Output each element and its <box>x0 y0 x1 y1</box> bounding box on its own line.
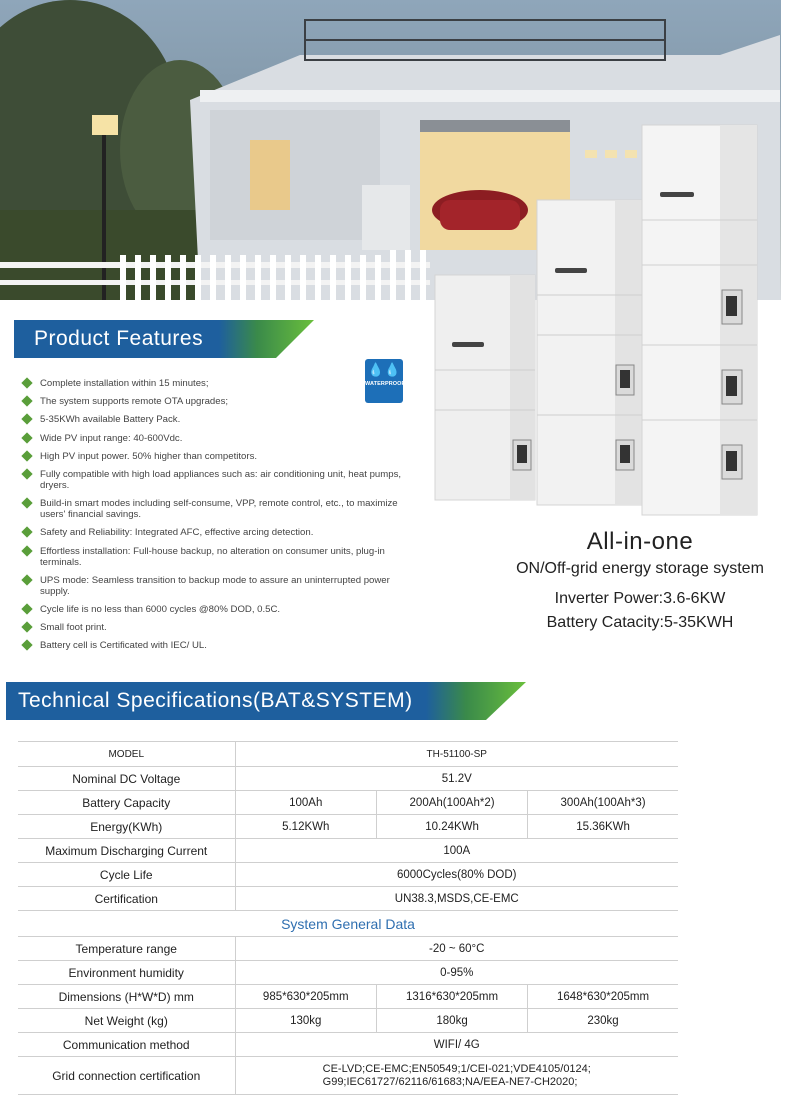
list-item: The system supports remote OTA upgrades; <box>22 396 422 407</box>
diamond-bullet-icon <box>21 640 32 651</box>
table-row: Grid connection certification CE-LVD;CE-EMC;EN50549;1/CEI-021;VDE4105/0124; G99;IEC61727/62116/61683;NA/EEA-NE7-CH2020; <box>18 1057 678 1095</box>
product-features-banner <box>14 320 304 358</box>
tech-specs-banner <box>6 682 526 720</box>
list-item: UPS mode: Seamless transition to backup mode to assure an uninterrupted power supply. <box>22 575 422 597</box>
feature-list <box>22 378 422 658</box>
list-item: Build-in smart modes including self-consume, VPP, remote control, etc., to maximize users' financial savings. <box>22 498 422 520</box>
inverter-power: Inverter Power:3.6-6KW <box>554 590 726 607</box>
table-row: Battery Capacity 100Ah 200Ah(100Ah*2) 300Ah(100Ah*3) <box>18 791 678 815</box>
table-row: Certification UN38.3,MSDS,CE-EMC <box>18 887 678 911</box>
list-item: Battery cell is Certificated with IEC/ UL. <box>22 640 422 651</box>
spec-table <box>18 741 678 1095</box>
battery-capacity: Battery Catacity:5-35KWH <box>546 614 734 631</box>
list-item: 5-35KWh available Battery Pack. <box>22 414 422 425</box>
diamond-bullet-icon <box>21 377 32 388</box>
list-item: Fully compatible with high load appliances such as: air conditioning unit, heat pumps, dryers. <box>22 469 422 491</box>
diamond-bullet-icon <box>21 396 32 407</box>
waterproof-badge: 💧💧 WATERPROOF <box>365 359 403 403</box>
list-item: Cycle life is no less than 6000 cycles @80% DOD, 0.5C. <box>22 604 422 615</box>
product-image <box>430 120 760 520</box>
water-drops-icon: 💧💧 <box>367 362 401 377</box>
table-row: MODEL TH-51100-SP <box>18 742 678 767</box>
grid-cert-value: CE-LVD;CE-EMC;EN50549;1/CEI-021;VDE4105/0124; G99;IEC61727/62116/61683;NA/EEA-NE7-CH2020; <box>322 1062 591 1088</box>
diamond-bullet-icon <box>21 603 32 614</box>
list-item: Complete installation within 15 minutes; <box>22 378 422 389</box>
table-row: Energy(KWh) 5.12KWh 10.24KWh 15.36KWh <box>18 815 678 839</box>
diamond-bullet-icon <box>21 621 32 632</box>
table-row: Communication method WIFI/ 4G <box>18 1033 678 1057</box>
diamond-bullet-icon <box>21 432 32 443</box>
diamond-bullet-icon <box>21 450 32 461</box>
table-row: Net Weight (kg) 130kg 180kg 230kg <box>18 1009 678 1033</box>
list-item: Wide PV input range: 40-600Vdc. <box>22 433 422 444</box>
diamond-bullet-icon <box>21 468 32 479</box>
list-item: Safety and Reliability: Integrated AFC, effective arcing detection. <box>22 527 422 538</box>
diamond-bullet-icon <box>21 497 32 508</box>
list-item: High PV input power. 50% higher than competitors. <box>22 451 422 462</box>
table-row: Cycle Life 6000Cycles(80% DOD) <box>18 863 678 887</box>
section-title: Technical Specifications(BAT&SYSTEM) <box>18 689 413 712</box>
list-item: Effortless installation: Full-house backup, no alteration on consumer units, plug-in terminals. <box>22 546 422 568</box>
table-section-header: System General Data <box>18 911 678 937</box>
product-title: All-in-one <box>586 528 694 555</box>
table-row: Dimensions (H*W*D) mm 985*630*205mm 1316*630*205mm 1648*630*205mm <box>18 985 678 1009</box>
section-title: Product Features <box>34 327 204 350</box>
diamond-bullet-icon <box>21 545 32 556</box>
table-row: Temperature range -20 ~ 60°C <box>18 937 678 961</box>
diamond-bullet-icon <box>21 527 32 538</box>
table-row: Environment humidity 0-95% <box>18 961 678 985</box>
product-subtitle: ON/Off-grid energy storage system <box>516 560 764 577</box>
table-row: Maximum Discharging Current 100A <box>18 839 678 863</box>
list-item: Small foot print. <box>22 622 422 633</box>
product-summary <box>480 528 800 632</box>
diamond-bullet-icon <box>21 574 32 585</box>
table-row: Nominal DC Voltage 51.2V <box>18 767 678 791</box>
diamond-bullet-icon <box>21 414 32 425</box>
